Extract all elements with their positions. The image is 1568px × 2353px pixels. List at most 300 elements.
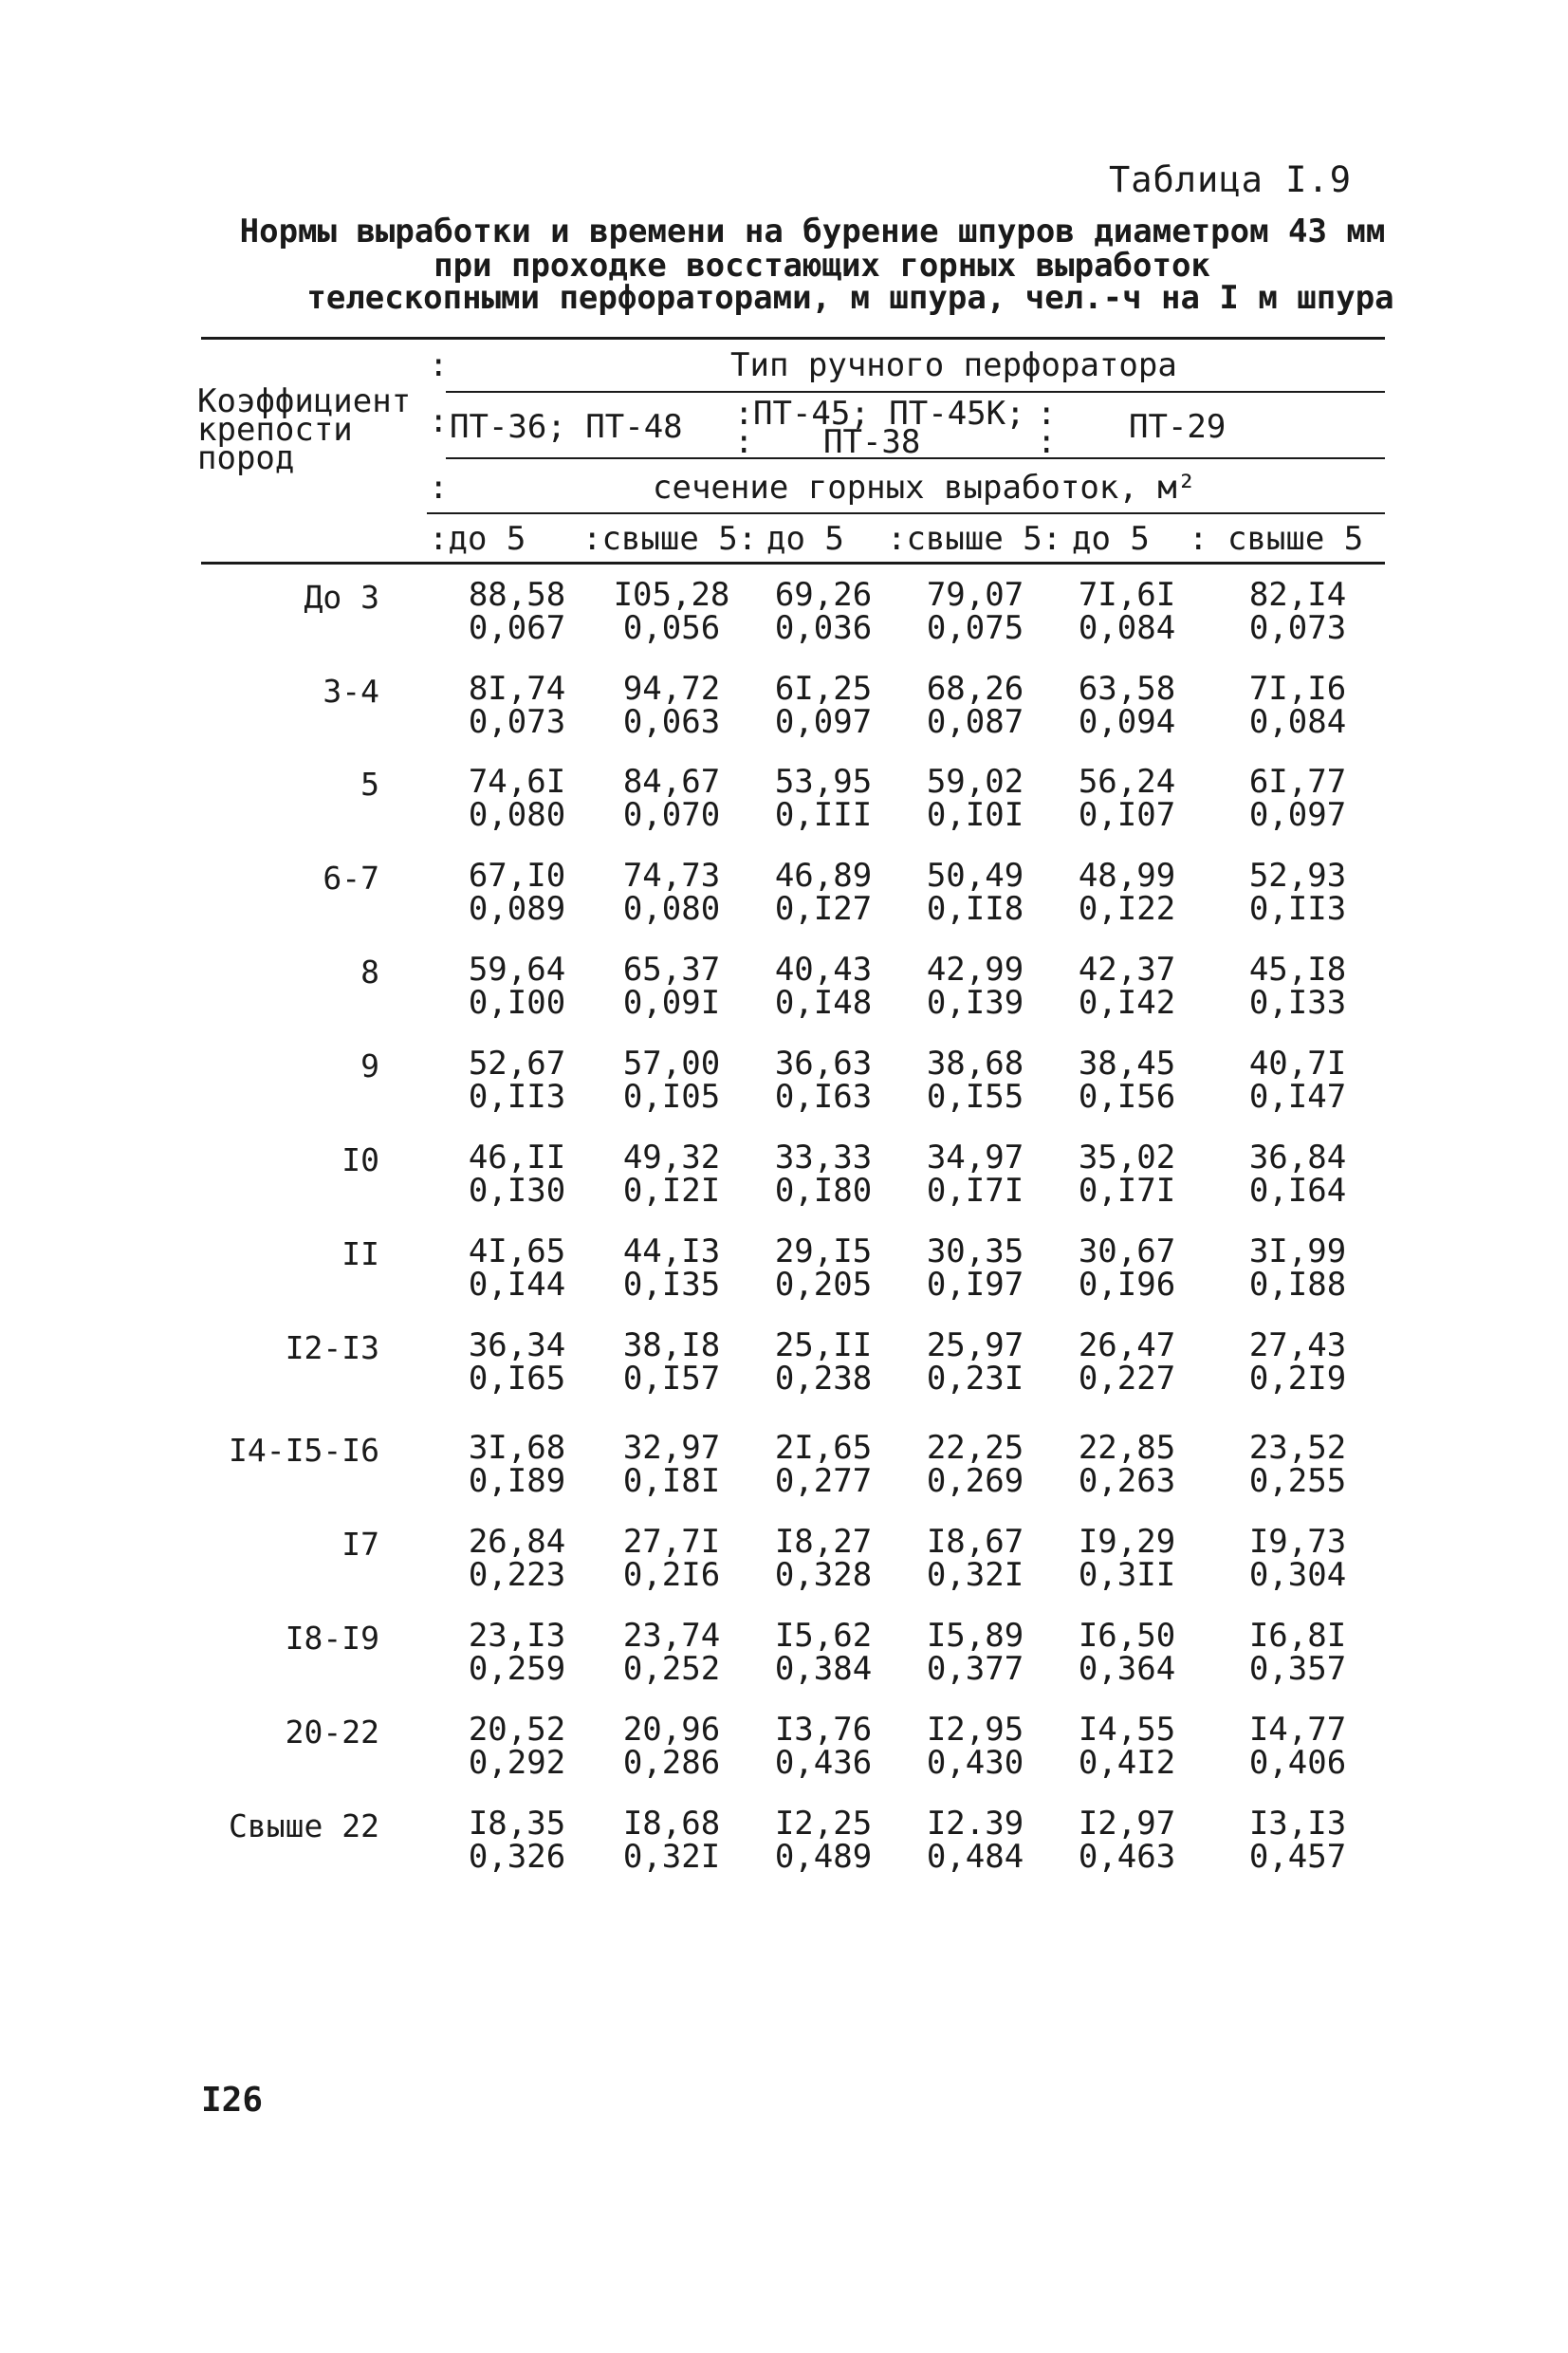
row-label: 3-4 [323,673,379,710]
table-cell [446,763,588,834]
time-norm: 0,2I9 [1248,1360,1347,1398]
row-label-line-3: пород [197,439,295,477]
time-norm: 0,I27 [774,890,873,928]
table-cell [600,1807,743,1874]
table-cell [752,576,895,647]
output-norm: 27,43 [1248,1326,1347,1364]
table-cell [1227,1141,1369,1208]
time-norm: 0,I63 [774,1078,873,1116]
output-norm: 22,85 [1078,1429,1176,1467]
table-cell [1056,763,1198,834]
subcolumn-5: до 5 [1072,520,1150,558]
table-cell [600,1047,743,1114]
time-norm: 0,080 [622,890,721,928]
table-cell [904,1711,1046,1782]
table-cell [904,951,1046,1022]
time-norm: 0,097 [774,703,873,741]
table-cell [1056,1807,1198,1874]
row-label: I0 [341,1141,379,1178]
table-cell [904,670,1046,741]
output-norm: 3I,68 [468,1429,566,1467]
table-cell [446,1047,588,1114]
table-cell [446,1807,588,1874]
output-norm: 38,I8 [622,1326,721,1364]
output-norm: 59,02 [926,763,1024,801]
table-top-rule [201,337,1385,340]
subcolumn-separator: : [582,520,602,558]
output-norm: 67,I0 [468,857,566,895]
table-cell [600,951,743,1022]
table-cell [1056,1429,1198,1500]
output-norm: 88,58 [468,576,566,614]
subcolumn-3: до 5 [766,520,844,558]
table-cell [904,857,1046,928]
output-norm: 25,97 [926,1326,1024,1364]
row-label: До 3 [304,579,379,616]
output-norm: 35,02 [1078,1139,1176,1176]
table-cell [446,1711,588,1782]
output-norm: 65,37 [622,951,721,989]
subcolumn-cell [582,520,757,558]
time-norm: 0,063 [622,703,721,741]
output-norm: I8,35 [468,1805,566,1843]
time-norm: 0,252 [622,1650,721,1688]
table-cell [1056,1232,1198,1304]
table-cell [752,1711,895,1782]
table-cell [904,576,1046,647]
time-norm: 0,406 [1248,1744,1347,1782]
output-norm: 23,74 [622,1617,721,1655]
output-norm: 46,II [468,1139,566,1176]
table-cell [446,1617,588,1688]
time-norm: 0,084 [1248,703,1347,741]
time-norm: 0,I39 [926,984,1024,1022]
table-cell [600,576,743,647]
table-cell [1056,576,1198,647]
table-cell [446,1523,588,1594]
table-cell [1056,1141,1198,1208]
time-norm: 0,I07 [1078,796,1176,834]
group-pt45: ПТ-45; ПТ-45К; [753,395,1025,433]
table-cell [446,1429,588,1500]
header-rule-3 [427,512,1385,514]
subcolumn-separator: : [1042,520,1062,558]
time-norm: 0,080 [468,796,566,834]
subcolumn-1: до 5 [448,520,526,558]
header-separator: : [734,423,754,461]
time-norm: 0,238 [774,1360,873,1398]
table-cell [600,670,743,741]
time-norm: 0,384 [774,1650,873,1688]
time-norm: 0,286 [622,1744,721,1782]
table-cell [600,1326,743,1398]
output-norm: 27,7I [622,1523,721,1561]
output-norm: 7I,I6 [1248,670,1347,708]
output-norm: I2,97 [1078,1805,1176,1843]
output-norm: 49,32 [622,1139,721,1176]
table-cell [752,670,895,741]
output-norm: 52,93 [1248,857,1347,895]
time-norm: 0,32I [926,1556,1024,1594]
output-norm: I8,68 [622,1805,721,1843]
time-norm: 0,436 [774,1744,873,1782]
output-norm: 52,67 [468,1045,566,1083]
table-cell [1056,1523,1198,1594]
table-title-line-2: при проходке восстающих горных выработок [434,247,1210,285]
time-norm: 0,087 [926,703,1024,741]
output-norm: 38,45 [1078,1045,1176,1083]
output-norm: 42,99 [926,951,1024,989]
table-cell [904,1232,1046,1304]
time-norm: 0,I48 [774,984,873,1022]
time-norm: 0,I22 [1078,890,1176,928]
output-norm: 36,34 [468,1326,566,1364]
output-norm: I6,50 [1078,1617,1176,1655]
time-norm: 0,463 [1078,1838,1176,1876]
header-separator: : [1037,395,1057,433]
output-norm: 6I,25 [774,670,873,708]
time-norm: 0,II3 [1248,890,1347,928]
time-norm: 0,457 [1248,1838,1347,1876]
subcolumn-separator: : [429,520,449,558]
table-cell [1227,1523,1369,1594]
table-cell [752,1617,895,1688]
time-norm: 0,32I [622,1838,721,1876]
output-norm: 36,84 [1248,1139,1347,1176]
table-cell [446,670,588,741]
table-cell [752,763,895,834]
output-norm: 2I,65 [774,1429,873,1467]
output-norm: 20,96 [622,1711,721,1749]
time-norm: 0,I47 [1248,1078,1347,1116]
time-norm: 0,430 [926,1744,1024,1782]
time-norm: 0,089 [468,890,566,928]
time-norm: 0,094 [1078,703,1176,741]
time-norm: 0,I8I [622,1462,721,1500]
table-cell [600,1617,743,1688]
table-cell [1227,857,1369,928]
table-cell [600,857,743,928]
table-cell [446,951,588,1022]
table-cell [1056,1711,1198,1782]
time-norm: 0,073 [1248,609,1347,647]
output-norm: I8,67 [926,1523,1024,1561]
table-cell [1227,1047,1369,1114]
table-cell [1056,857,1198,928]
output-norm: 82,I4 [1248,576,1347,614]
table-cell [904,1326,1046,1398]
time-norm: 0,09I [622,984,721,1022]
time-norm: 0,I35 [622,1266,721,1304]
output-norm: I3,I3 [1248,1805,1347,1843]
row-label: Свыше 22 [229,1807,379,1844]
row-label-line-2: крепости [197,411,353,449]
time-norm: 0,I33 [1248,984,1347,1022]
time-norm: 0,I2I [622,1172,721,1210]
table-cell [752,1523,895,1594]
output-norm: 29,I5 [774,1232,873,1270]
time-norm: 0,304 [1248,1556,1347,1594]
time-norm: 0,259 [468,1650,566,1688]
output-norm: 23,52 [1248,1429,1347,1467]
time-norm: 0,I44 [468,1266,566,1304]
row-label: I4-I5-I6 [229,1432,379,1469]
row-label: II [341,1235,379,1272]
time-norm: 0,056 [622,609,721,647]
table-cell [1227,763,1369,834]
group-pt38: ПТ-38 [823,423,921,461]
time-norm: 0,III [774,796,873,834]
time-norm: 0,I7I [926,1172,1024,1210]
output-norm: 30,67 [1078,1232,1176,1270]
time-norm: 0,II8 [926,890,1024,928]
table-cell [752,951,895,1022]
time-norm: 0,326 [468,1838,566,1876]
time-norm: 0,205 [774,1266,873,1304]
time-norm: 0,489 [774,1838,873,1876]
output-norm: I9,29 [1078,1523,1176,1561]
output-norm: 44,I3 [622,1232,721,1270]
time-norm: 0,I57 [622,1360,721,1398]
output-norm: I4,77 [1248,1711,1347,1749]
time-norm: 0,292 [468,1744,566,1782]
output-norm: I5,89 [926,1617,1024,1655]
table-cell [752,1326,895,1398]
output-norm: 20,52 [468,1711,566,1749]
output-norm: 33,33 [774,1139,873,1176]
table-cell [1227,670,1369,741]
output-norm: I6,8I [1248,1617,1347,1655]
group-pt36-pt48: ПТ-36; ПТ-48 [450,408,683,446]
table-cell [904,1617,1046,1688]
table-cell [1056,1047,1198,1114]
time-norm: 0,I89 [468,1462,566,1500]
output-norm: 46,89 [774,857,873,895]
time-norm: 0,277 [774,1462,873,1500]
group-pt29: ПТ-29 [1129,408,1227,446]
header-bottom-rule [201,562,1385,565]
output-norm: 56,24 [1078,763,1176,801]
time-norm: 0,269 [926,1462,1024,1500]
output-norm: 6I,77 [1248,763,1347,801]
output-norm: 23,I3 [468,1617,566,1655]
page-number: I26 [201,2081,264,2120]
output-norm: 57,00 [622,1045,721,1083]
output-norm: I8,27 [774,1523,873,1561]
time-norm: 0,223 [468,1556,566,1594]
table-cell [752,1232,895,1304]
output-norm: 32,97 [622,1429,721,1467]
table-cell [752,857,895,928]
row-label: I2-I3 [285,1329,379,1366]
time-norm: 0,067 [468,609,566,647]
table-cell [1056,1326,1198,1398]
table-cell [600,1523,743,1594]
subcolumn-cell [887,520,1061,558]
table-cell [752,1141,895,1208]
table-cell [1227,1807,1369,1874]
output-norm: 25,II [774,1326,873,1364]
output-norm: 22,25 [926,1429,1024,1467]
perforator-type-heading: Тип ручного перфоратора [730,346,1177,384]
time-norm: 0,097 [1248,796,1347,834]
table-cell [752,1429,895,1500]
subcolumn-6 [1208,520,1227,558]
time-norm: 0,036 [774,609,873,647]
table-cell [446,1232,588,1304]
table-cell [904,1807,1046,1874]
table-title-line-1: Нормы выработки и времени на бурение шпуров диаметром 43 мм [239,213,1386,250]
header-rule-1 [446,391,1385,393]
header-separator: : [429,402,449,440]
subcolumn-row [429,520,526,558]
output-norm: 36,63 [774,1045,873,1083]
table-cell [600,1429,743,1500]
time-norm: 0,23I [926,1360,1024,1398]
time-norm: 0,364 [1078,1650,1176,1688]
table-cell [904,1429,1046,1500]
header-separator: : [429,346,449,384]
output-norm: I3,76 [774,1711,873,1749]
table-cell [1227,1617,1369,1688]
output-norm: 38,68 [926,1045,1024,1083]
table-number: Таблица I.9 [1108,159,1352,200]
table-cell [600,1232,743,1304]
output-norm: 4I,65 [468,1232,566,1270]
time-norm: 0,I96 [1078,1266,1176,1304]
time-norm: 0,I65 [468,1360,566,1398]
table-cell [1227,1232,1369,1304]
time-norm: 0,2I6 [622,1556,721,1594]
table-cell [1227,1326,1369,1398]
table-title-line-3: телескопными перфораторами, м шпура, чел.-ч на I м шпура [306,279,1394,317]
time-norm: 0,328 [774,1556,873,1594]
row-label-line-1: Коэффициент [197,382,412,420]
table-cell [904,763,1046,834]
row-label: 6-7 [323,860,379,897]
output-norm: I2.39 [926,1805,1024,1843]
table-cell [446,576,588,647]
table-cell [446,1326,588,1398]
time-norm: 0,4I2 [1078,1744,1176,1782]
row-label: 9 [360,1047,379,1084]
subcolumn-2: свыше 5 [601,520,738,558]
output-norm: 7I,6I [1078,576,1176,614]
time-norm: 0,I30 [468,1172,566,1210]
subcolumn-6-text: свыше 5 [1227,520,1364,558]
output-norm: 30,35 [926,1232,1024,1270]
output-norm: 50,49 [926,857,1024,895]
table-cell [1227,1429,1369,1500]
table-cell [904,1141,1046,1208]
output-norm: 26,84 [468,1523,566,1561]
output-norm: 26,47 [1078,1326,1176,1364]
output-norm: 63,58 [1078,670,1176,708]
time-norm: 0,I88 [1248,1266,1347,1304]
output-norm: 53,95 [774,763,873,801]
row-label: I7 [341,1526,379,1563]
header-separator: : [429,469,449,507]
row-label: I8-I9 [285,1620,379,1657]
output-norm: 48,99 [1078,857,1176,895]
subcolumn-separator: : [887,520,907,558]
table-cell [1227,576,1369,647]
output-norm: 40,43 [774,951,873,989]
table-cell [1227,1711,1369,1782]
table-cell [904,1047,1046,1114]
output-norm: I05,28 [613,576,730,614]
table-cell [1056,1617,1198,1688]
output-norm: 59,64 [468,951,566,989]
time-norm: 0,263 [1078,1462,1176,1500]
row-label: 5 [360,766,379,803]
output-norm: 94,72 [622,670,721,708]
table-cell [600,1711,743,1782]
table-cell [600,1141,743,1208]
output-norm: 74,73 [622,857,721,895]
time-norm: 0,I64 [1248,1172,1347,1210]
table-cell [600,763,743,834]
time-norm: 0,357 [1248,1650,1347,1688]
table-cell [1056,670,1198,741]
time-norm: 0,I0I [926,796,1024,834]
output-norm: 69,26 [774,576,873,614]
row-label: 8 [360,954,379,991]
output-norm: I4,55 [1078,1711,1176,1749]
time-norm: 0,484 [926,1838,1024,1876]
time-norm: 0,084 [1078,609,1176,647]
table-cell [752,1047,895,1114]
time-norm: 0,073 [468,703,566,741]
header-separator: : [1037,423,1057,461]
table-cell [446,1141,588,1208]
time-norm: 0,I56 [1078,1078,1176,1116]
output-norm: 34,97 [926,1139,1024,1176]
time-norm: 0,I00 [468,984,566,1022]
time-norm: 0,227 [1078,1360,1176,1398]
subcolumn-4: свыше 5 [906,520,1042,558]
header-separator: : [734,395,754,433]
time-norm: 0,3II [1078,1556,1176,1594]
output-norm: 8I,74 [468,670,566,708]
output-norm: 42,37 [1078,951,1176,989]
output-norm: I2,95 [926,1711,1024,1749]
table-cell [1227,951,1369,1022]
subcolumn-separator: : [737,520,758,558]
output-norm: 45,I8 [1248,951,1347,989]
output-norm: I9,73 [1248,1523,1347,1561]
output-norm: 79,07 [926,576,1024,614]
time-norm: 0,I7I [1078,1172,1176,1210]
time-norm: 0,II3 [468,1078,566,1116]
time-norm: 0,377 [926,1650,1024,1688]
time-norm: 0,I80 [774,1172,873,1210]
time-norm: 0,I42 [1078,984,1176,1022]
table-cell [752,1807,895,1874]
output-norm: 68,26 [926,670,1024,708]
row-label: 20-22 [285,1714,379,1751]
time-norm: 0,I55 [926,1078,1024,1116]
table-cell [446,857,588,928]
time-norm: 0,075 [926,609,1024,647]
subcolumn-cell [1189,520,1363,558]
time-norm: 0,255 [1248,1462,1347,1500]
output-norm: I5,62 [774,1617,873,1655]
table-cell [904,1523,1046,1594]
output-norm: 40,7I [1248,1045,1347,1083]
section-heading: сечение горных выработок, м² [653,469,1197,507]
time-norm: 0,I97 [926,1266,1024,1304]
